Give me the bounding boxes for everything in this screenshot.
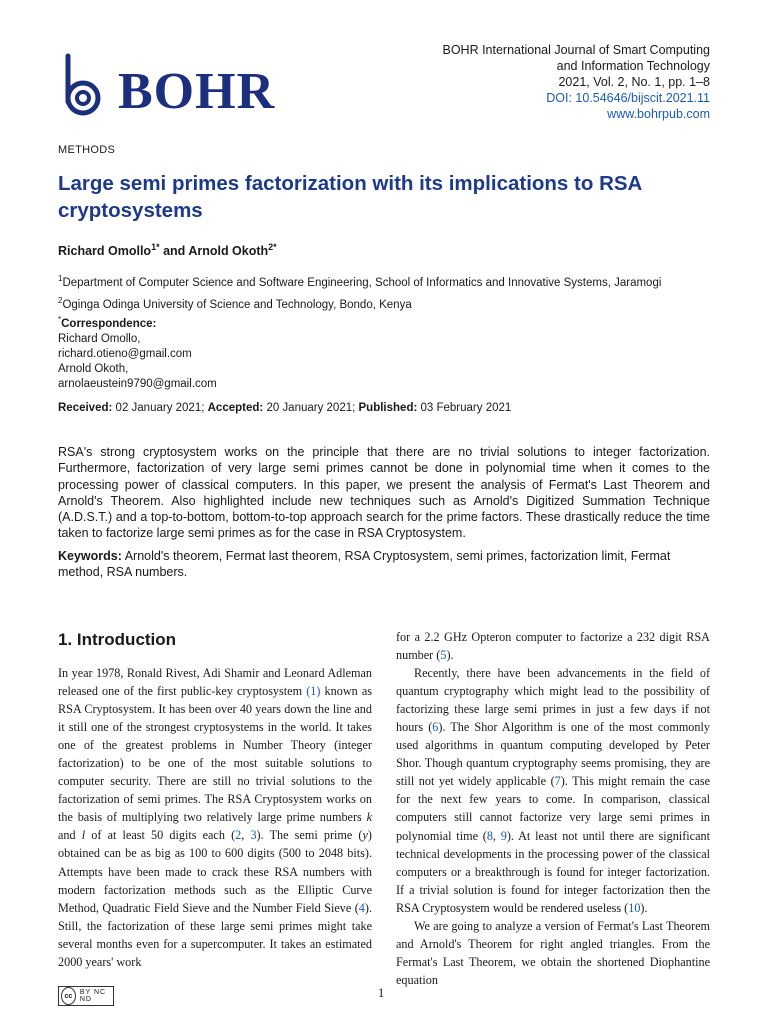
correspondence-email-1[interactable]: richard.otieno@gmail.com [58, 347, 192, 360]
author-list [58, 242, 277, 258]
intro-paragraph-1-cont: for a 2.2 GHz Opteron computer to factorize a 232 digit RSA number (5). [396, 630, 710, 663]
intro-paragraph-1: In year 1978, Ronald Rivest, Adi Shamir and Leonard Adleman released one of the first public-key cryptosystem (1) known as RSA Cryptosystem. It has been over 40 years down the line and it still one of the strongest cryptosystems in the world. It takes one of the greatest problems in Number Theory (integer factorization) to be one of the most suitable solutions to computer security. There are still no trivial solutions to the factorization of semi primes. The RSA Cryptosystem works on the basis of multiplying two relatively large prime numbers k and l of at least 50 digits each (2, 3). The semi prime (y) obtained can be as big as 100 to 600 digits (500 to 2048 bits). Attempts have been made to crack these RSA numbers with modern factorization methods such as the Elliptic Curve Method, Quadratic Field Sieve and the Number Field Sieve (4). Still, the factorization of these large semi primes might take several months even for a supercomputer. It takes an estimated 2000 years' work [58, 666, 372, 969]
author-1: Richard Omollo [58, 244, 152, 259]
correspondence-email-2[interactable]: arnolaeustein9790@gmail.com [58, 377, 217, 390]
paper-title: Large semi primes factorization with its implications to RSA cryptosystems [58, 172, 642, 222]
section-heading-introduction: 1. Introduction [58, 630, 177, 649]
author-2: Arnold Okoth [188, 244, 269, 259]
website-link[interactable]: www.bohrpub.com [607, 107, 710, 121]
intro-paragraph-3: We are going to analyze a version of Fermat's Last Theorem and Arnold's Theorem for right angled triangles. From the Fermat's Last Theorem, we obtain the shortened Diophantine equation [396, 918, 710, 987]
affiliation-1-sup: 1 [58, 274, 63, 283]
abstract: RSA's strong cryptosystem works on the principle that there are no trivial solutions to integer factorization. Furthermore, factorization of very large semi primes cannot be done in polynomial time when it comes to the processing power of classical computers. In this paper, we present the analysis of Fermat's Last Theorem and Arnold's Theorem. Also highlighted include new techniques such as Arnold's Digitized Summation Technique (A.D.S.T.) and a top-to-bottom, bottom-to-top approach search for the prime factors. These drastically reduce the time taken to factorize large semi primes as for the case in RSA Cryptosystem. [58, 445, 710, 541]
section-label: METHODS [58, 144, 116, 156]
correspondence [58, 312, 217, 392]
page-number: 1 [378, 986, 385, 1000]
accepted-date: 20 January 2021; [266, 402, 356, 414]
affiliation-1 [58, 270, 738, 292]
citation-7[interactable]: 7 [554, 774, 561, 789]
published-date: 03 February 2021 [420, 402, 512, 414]
citation-1[interactable]: (1) [306, 684, 321, 699]
author-2-affil: 2* [268, 242, 277, 252]
logo-text: BOHR [118, 63, 276, 120]
keywords-text: Arnold's theorem, Fermat last theorem, RSA Cryptosystem, semi primes, factorization limit, Fermat method, RSA numbers. [58, 549, 671, 580]
journal-name-line2: and Information Technology [556, 59, 710, 73]
body-column-left [58, 664, 372, 971]
keywords-label: Keywords: [58, 549, 122, 563]
cc-license-badge[interactable] [58, 986, 114, 1006]
correspondence-name-2: Arnold Okoth, [58, 362, 129, 375]
bohr-logo-icon [58, 52, 114, 124]
correspondence-sup: * [58, 315, 62, 324]
correspondence-label: Correspondence: [61, 317, 157, 330]
body-column-right [396, 628, 710, 989]
keywords [58, 548, 710, 581]
citation-9[interactable]: 9 [500, 828, 507, 843]
citation-4[interactable]: 4 [358, 900, 365, 915]
affiliation-2-text: Oginga Odinga University of Science and Technology, Bondo, Kenya [62, 298, 412, 311]
author-conjunction: and [159, 244, 189, 259]
published-label: Published: [358, 402, 418, 414]
publication-dates [58, 402, 511, 414]
doi-link[interactable]: DOI: 10.54646/bijscit.2021.11 [546, 91, 710, 105]
received-label: Received: [58, 402, 113, 414]
journal-name-line1: BOHR International Journal of Smart Computing [442, 43, 710, 57]
citation-10[interactable]: 10 [628, 900, 641, 915]
citation-8[interactable]: 8 [486, 828, 493, 843]
cc-license-terms: BY NC ND [79, 989, 107, 1003]
affiliations [58, 270, 738, 314]
journal-info [443, 42, 711, 122]
received-date: 02 January 2021; [115, 402, 205, 414]
creative-commons-icon: cc [61, 987, 76, 1005]
correspondence-name-1: Richard Omollo, [58, 332, 141, 345]
citation-3[interactable]: 3 [250, 828, 257, 843]
citation-6[interactable]: 6 [432, 720, 439, 735]
author-1-affil: 1* [151, 242, 160, 252]
accepted-label: Accepted: [207, 402, 264, 414]
citation-2[interactable]: 2 [235, 828, 242, 843]
bohr-logo [58, 52, 288, 124]
journal-volume: 2021, Vol. 2, No. 1, pp. 1–8 [558, 75, 710, 89]
citation-5[interactable]: 5 [440, 648, 447, 663]
affiliation-2 [58, 292, 738, 314]
affiliation-1-text: Department of Computer Science and Software Engineering, School of Informatics and Innovative Systems, Jaramogi [62, 276, 662, 289]
intro-paragraph-2: Recently, there have been advancements in the field of quantum cryptography which might lead to the possibility of factorizing these large semi primes in just a few days if not hours (6). The Shor Algorithm is one of the most commonly used algorithms in quantum computing developed by Peter Shor. Though quantum cryptography seems promising, they are still not yet widely applicable (7). This might remain the case for the next few years to come. In comparison, classical computers still cannot factorize very large semi primes in polynomial time (8, 9). At least not until there are significant technical developments in the processing power of the classical computers or a breakthrough is found for integer factorization. If a trivial solution is found for integer factorization then the RSA Cryptosystem would be rendered useless (10). [396, 666, 710, 915]
affiliation-2-sup: 2 [58, 295, 63, 305]
